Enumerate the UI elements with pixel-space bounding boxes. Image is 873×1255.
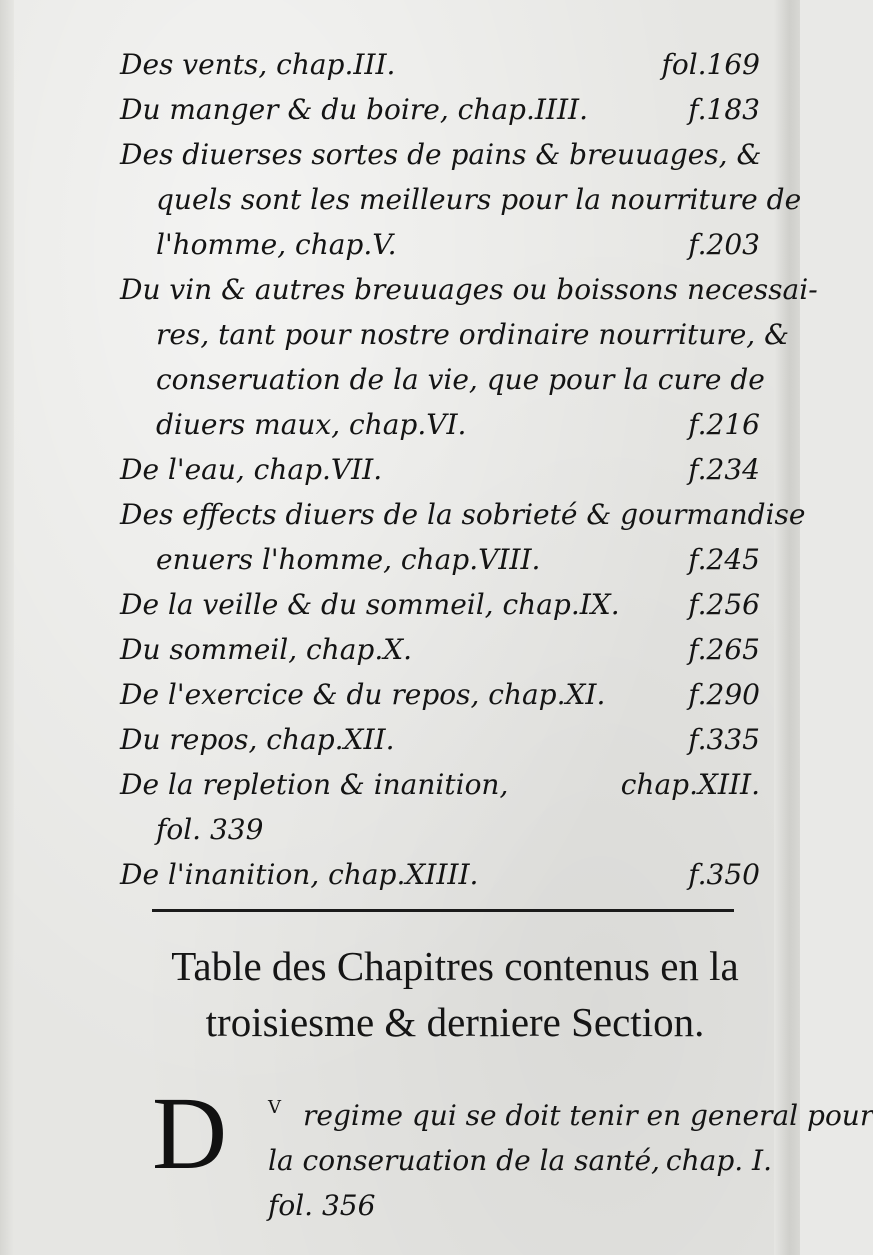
toc-line [120,312,789,357]
section-divider [152,909,734,912]
toc-entry [120,447,760,492]
toc-line [120,87,760,132]
toc-line [120,132,760,177]
toc-entry-text: Des diuerses sortes de pains & breuuages, & [120,138,762,171]
toc-entry-folio: f.335 [688,723,760,756]
toc-entry-text: Du manger & du boire, chap.IIII. [120,93,588,126]
toc-entry-folio: chap.XIII. [620,768,760,801]
toc-entry-text: Du repos, chap.XII. [120,723,395,756]
toc-line [120,627,760,672]
toc-entry [120,582,760,627]
toc-entry-text: conseruation de la vie, que pour la cure de [156,363,765,396]
final-entry-text: la conseruation de la santé, [268,1144,660,1177]
toc-entry [120,852,760,897]
section-heading-line: troisiesme & derniere Section. [205,999,705,1045]
toc-line [120,537,760,582]
final-entry-text: regime qui se doit tenir en general pour [303,1099,873,1132]
toc-entry [120,42,760,87]
toc-entry [120,132,802,267]
final-entry-folio: fol. 356 [268,1189,376,1222]
toc-entry-folio: f.234 [688,453,760,486]
toc-line [120,852,760,897]
section-heading-line: Table des Chapitres contenus en la [171,943,739,989]
toc-entry-text: l'homme, chap.V. [156,228,397,261]
toc-entry-text: enuers l'homme, chap.VIII. [156,543,541,576]
toc-entry-text: Des vents, chap.III. [120,48,396,81]
toc-line [120,672,760,717]
toc-entry-folio: f.350 [688,858,760,891]
toc-entry-text: De l'exercice & du repos, chap.XI. [120,678,606,711]
toc-entry [120,717,760,762]
drop-cap: D [152,1076,228,1191]
toc-entry [120,87,760,132]
final-entry-body [268,1085,873,1228]
toc-line [120,357,765,402]
toc-entry-text: res, tant pour nostre ordinaire nourriture, & [156,318,789,351]
toc-line [120,177,802,222]
table-of-contents [120,42,818,897]
toc-entry-text: Du vin & autres breuuages ou boissons necessai- [120,273,818,306]
toc-line [120,807,760,852]
toc-entry [120,492,806,582]
toc-line [120,42,760,87]
final-entry-chapter: chap. I. [665,1144,772,1177]
toc-entry [120,762,760,852]
toc-entry-folio: f.183 [688,93,760,126]
toc-entry-text: De la veille & du sommeil, chap.IX. [120,588,620,621]
toc-line [120,582,760,627]
final-entry [152,1076,873,1228]
toc-entry-folio: f.245 [688,543,760,576]
toc-entry [120,267,818,447]
toc-entry-folio: f.265 [688,633,760,666]
toc-entry-folio: f.203 [688,228,760,261]
toc-line [120,717,760,762]
toc-line [120,447,760,492]
toc-entry [120,627,760,672]
toc-entry-text: diuers maux, chap.VI. [156,408,467,441]
toc-entry-folio: f.290 [688,678,760,711]
final-entry-line [268,1183,772,1228]
final-entry-line [268,1138,772,1183]
toc-entry-text: De l'inanition, chap.XIIII. [120,858,479,891]
toc-entry [120,672,760,717]
section-heading [130,938,780,1050]
toc-entry-text: fol. 339 [156,813,264,846]
toc-entry-folio: f.216 [688,408,760,441]
toc-entry-text: Des effects diuers de la sobrieté & gourmandise [120,498,806,531]
page-edge-left [0,0,14,1255]
toc-entry-folio: f.256 [688,588,760,621]
toc-line [120,267,818,312]
toc-entry-text: De l'eau, chap.VII. [120,453,383,486]
toc-entry-text: quels sont les meilleurs pour la nourriture de [156,183,802,216]
toc-line [120,222,760,267]
toc-line [120,762,760,807]
toc-entry-text: De la repletion & inanition, [120,768,509,801]
toc-entry-folio: fol.169 [661,48,760,81]
toc-line [120,402,760,447]
final-entry-line [268,1085,873,1138]
toc-line [120,492,806,537]
toc-entry-text: Du sommeil, chap.X. [120,633,413,666]
drop-cap-superscript: V [268,1097,281,1118]
